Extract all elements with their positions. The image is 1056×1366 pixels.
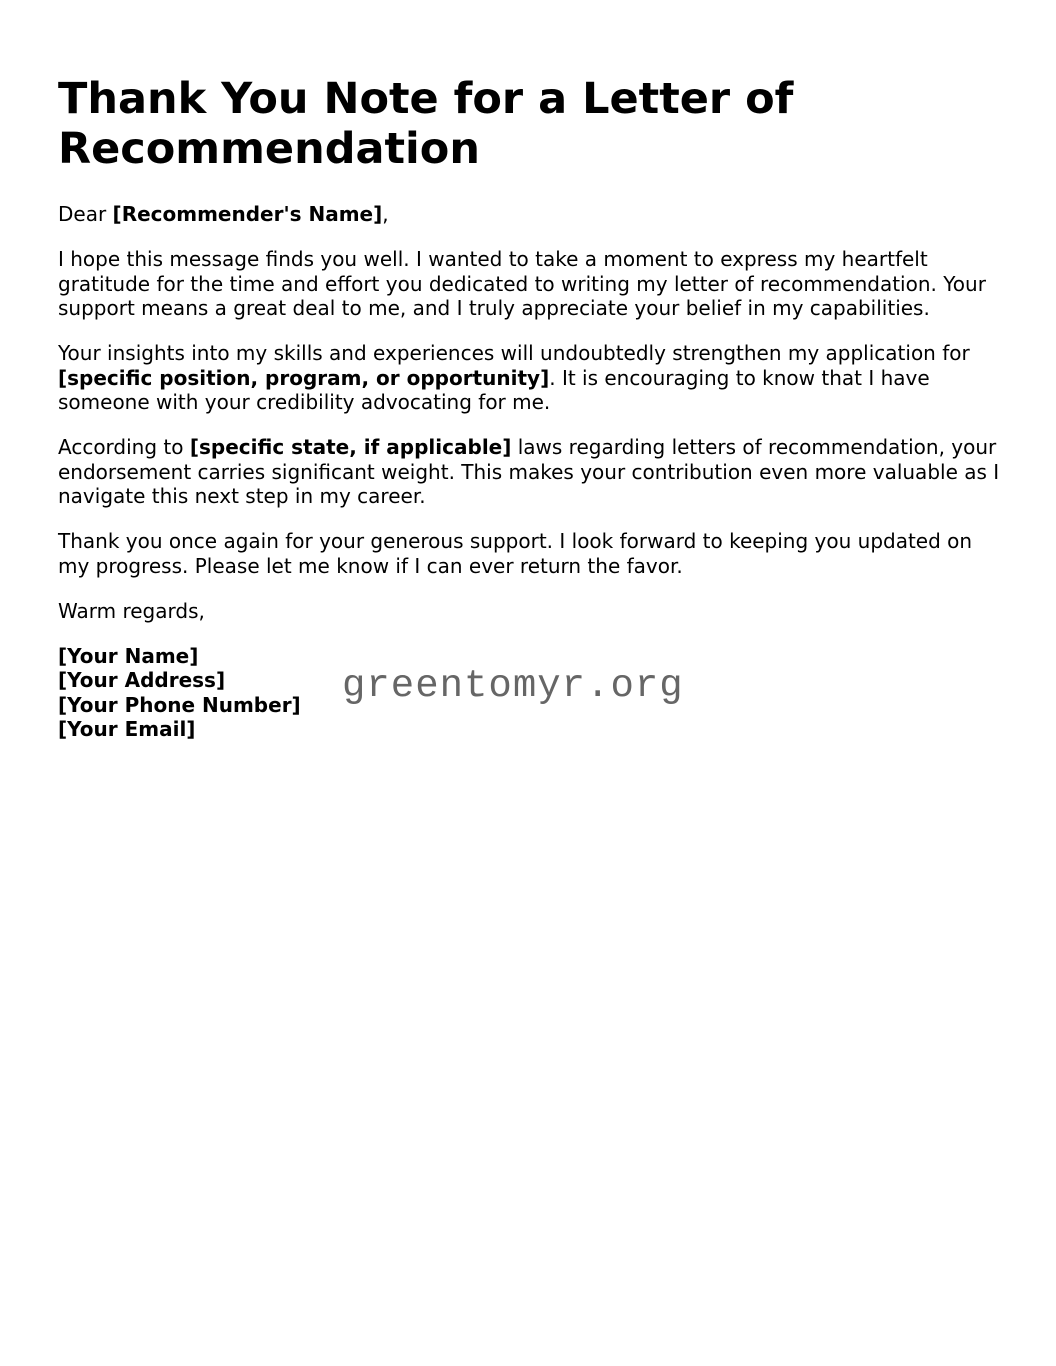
paragraph-insights xyxy=(58,341,1003,415)
watermark: greentomyr.org xyxy=(342,664,684,708)
closing: Warm regards, xyxy=(58,598,205,623)
paragraph-gratitude: I hope this message finds you well. I wanted to take a moment to express my heartfelt gratitude for the time and effort you dedicated to writing my letter of recommendation. Your support means a great deal to me, and I truly appreciate your belief in my capabilities. xyxy=(58,247,986,320)
salutation-prefix: Dear xyxy=(58,202,113,226)
signature-email: [Your Email] xyxy=(58,717,196,741)
signature-address: [Your Address] xyxy=(58,668,226,692)
signature-name: [Your Name] xyxy=(58,643,199,668)
signature-phone: [Your Phone Number] xyxy=(58,692,301,717)
state-placeholder: [specific state, if applicable] xyxy=(189,435,512,459)
salutation xyxy=(58,202,1003,227)
recommender-name-placeholder: [Recommender's Name] xyxy=(112,202,383,226)
salutation-suffix: , xyxy=(382,202,389,226)
paragraph-state-after: laws regarding letters of recommendation, your endorsement carries significant weight. This makes your contribution even more valuable as I navigate this next step in my career. xyxy=(58,435,1000,508)
page-title: Thank You Note for a Letter of Recommendation xyxy=(58,74,794,174)
paragraph-state-before: According to xyxy=(58,435,190,459)
paragraph-insights-after: . It is encouraging to know that I have someone with your credibility advocating for me. xyxy=(58,365,930,414)
paragraph-insights-before: Your insights into my skills and experiences will undoubtedly strengthen my application for xyxy=(58,341,970,365)
paragraph-state-laws xyxy=(58,435,1003,509)
paragraph-thanks: Thank you once again for your generous support. I look forward to keeping you updated on my progress. Please let me know if I can ever return the favor. xyxy=(58,529,973,578)
letter-page xyxy=(58,74,1003,742)
position-placeholder: [specific position, program, or opportunity] xyxy=(58,365,550,390)
